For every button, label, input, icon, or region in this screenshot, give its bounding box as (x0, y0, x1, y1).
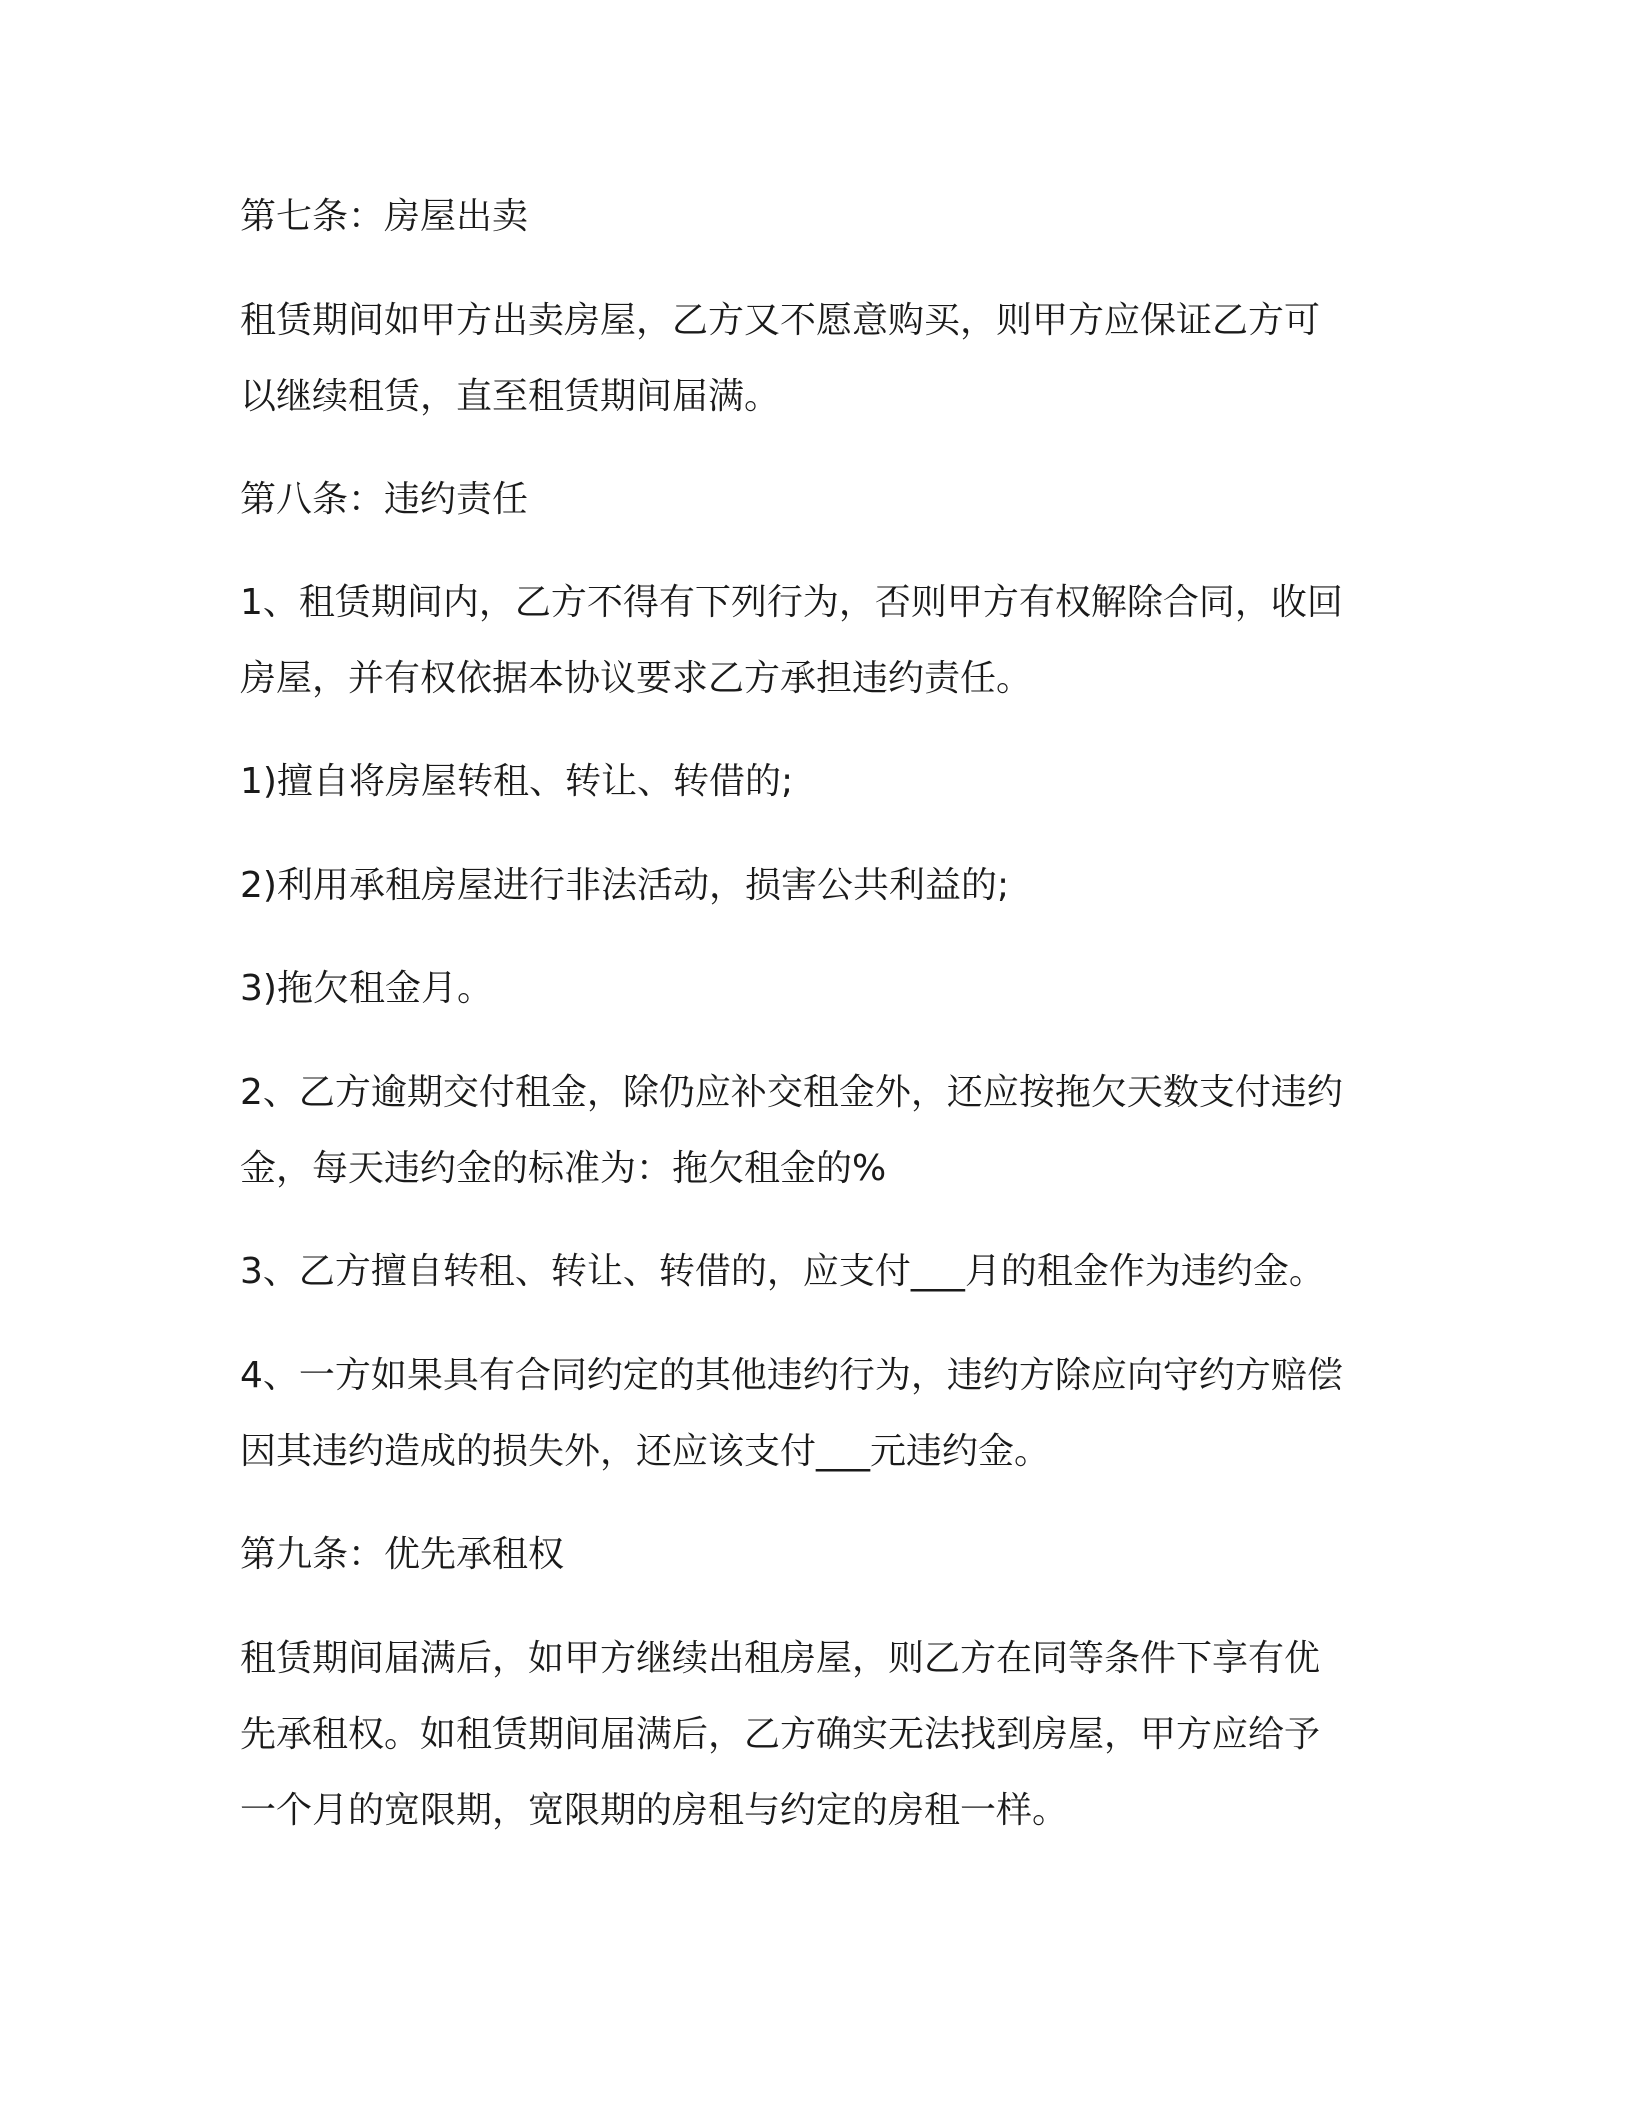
article-8-item-3: 3、乙方擅自转租、转让、转借的，应支付___月的租金作为违约金。 (240, 1251, 1325, 1292)
article-8-item-4-line-1: 4、一方如果具有合同约定的其他违约行为，违约方除应向守约方赔偿 (240, 1355, 1343, 1396)
article-9-text-line-1: 租赁期间届满后，如甲方继续出租房屋，则乙方在同等条件下享有优 (240, 1638, 1321, 1679)
article-8-item-2-line-1: 2、乙方逾期交付租金，除仍应补交租金外，还应按拖欠天数支付违约 (240, 1072, 1343, 1113)
article-8-sub-item-3: 3)拖欠租金月。 (240, 968, 493, 1009)
article-8-item-4-line-2: 因其违约造成的损失外，还应该支付___元违约金。 (240, 1431, 1051, 1472)
article-8-title: 第八条：违约责任 (240, 479, 529, 520)
article-7-text-line-1: 租赁期间如甲方出卖房屋，乙方又不愿意购买，则甲方应保证乙方可 (240, 300, 1321, 341)
article-8-sub-item-2: 2)利用承租房屋进行非法活动，损害公共利益的; (240, 865, 1010, 906)
article-9-text-line-3: 一个月的宽限期，宽限期的房租与约定的房租一样。 (240, 1790, 1069, 1831)
article-8-item-2-line-2: 金，每天违约金的标准为：拖欠租金的% (240, 1148, 887, 1189)
article-8-item-1-line-2: 房屋，并有权依据本协议要求乙方承担违约责任。 (240, 658, 1033, 699)
article-8-item-1-line-1: 1、租赁期间内，乙方不得有下列行为，否则甲方有权解除合同，收回 (240, 582, 1343, 623)
article-7-text-line-2: 以继续租赁，直至租赁期间届满。 (240, 376, 781, 417)
article-9-title: 第九条：优先承租权 (240, 1534, 565, 1575)
article-8-sub-item-1: 1)擅自将房屋转租、转让、转借的; (240, 761, 794, 802)
article-7-title: 第七条：房屋出卖 (240, 196, 529, 237)
article-9-text-line-2: 先承租权。如租赁期间届满后，乙方确实无法找到房屋，甲方应给予 (240, 1714, 1321, 1755)
